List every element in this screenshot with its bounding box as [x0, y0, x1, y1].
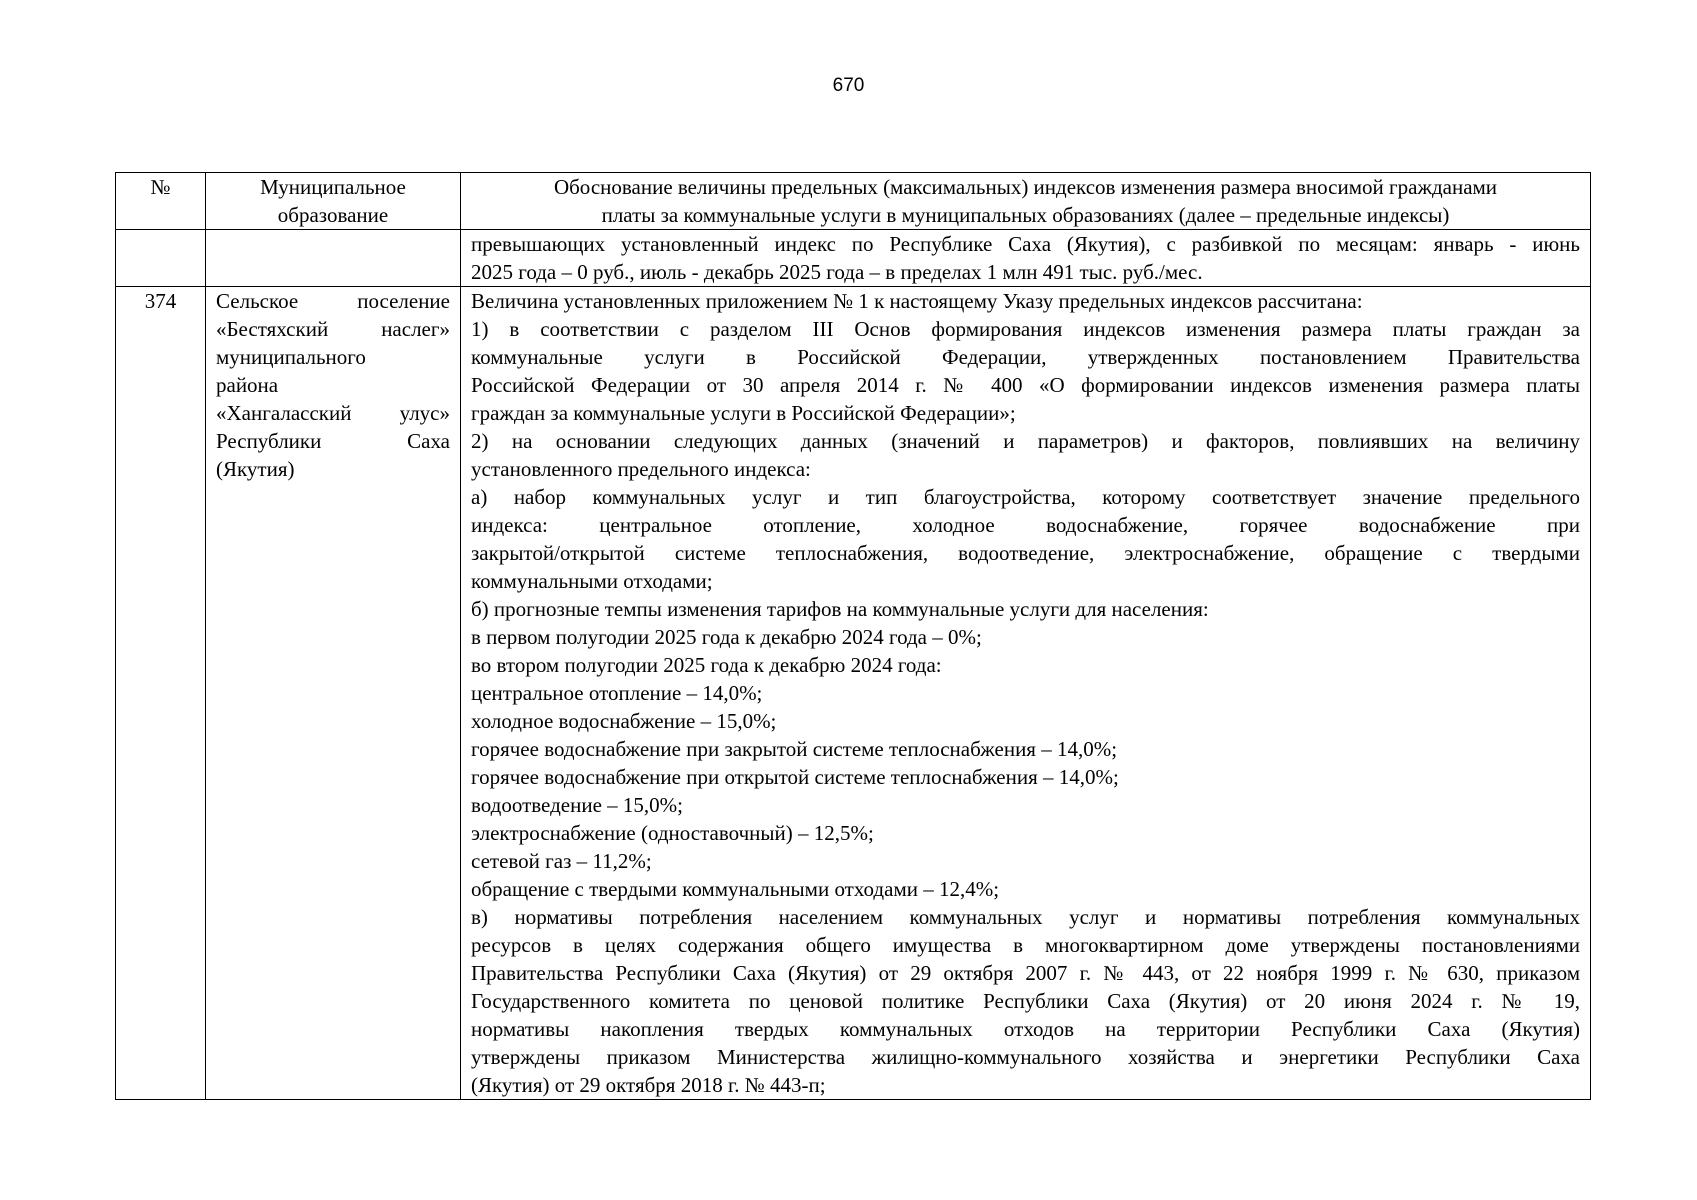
- header-justification: [461, 173, 1591, 230]
- justification-line: сетевой газ – 11,2%;: [471, 849, 652, 873]
- justification-line: коммунальные услуги в Российской Федерации, утвержденных постановлением Правительства: [471, 345, 1580, 369]
- justification-line: обращение с твердыми коммунальными отходами – 12,4%;: [471, 877, 1000, 901]
- tariff-index-table: [115, 172, 1591, 1100]
- municipality-line: «Хангаласский улус»: [216, 401, 450, 425]
- header-municipality: [206, 173, 461, 230]
- municipality-line: муниципального: [216, 345, 366, 369]
- municipality-line: «Бестяхский наслег»: [216, 317, 450, 341]
- table-header-row: [116, 173, 1591, 230]
- continuation-line: превышающих установленный индекс по Республике Саха (Якутия), с разбивкой по месяцам: январь - июнь: [471, 232, 1580, 256]
- municipality-line: Республики Саха: [216, 429, 450, 453]
- municipality-cell: [206, 287, 461, 1100]
- municipality-line: района: [216, 373, 279, 397]
- justification-line: горячее водоснабжение при открытой системе теплоснабжения – 14,0%;: [471, 765, 1119, 789]
- page-number: 670: [832, 75, 865, 96]
- justification-line: утверждены приказом Министерства жилищно-коммунального хозяйства и энергетики Республики Саха: [471, 1045, 1580, 1069]
- justification-line: Правительства Республики Саха (Якутия) от 29 октября 2007 г. № 443, от 22 ноября 1999 г. № 630, приказом: [471, 961, 1580, 985]
- justification-line: ресурсов в целях содержания общего имущества в многоквартирном доме утверждены постановлениями: [471, 933, 1580, 957]
- row-number-cell: 374: [116, 287, 206, 1100]
- justification-line: а) набор коммунальных услуг и тип благоустройства, которому соответствует значение предельного: [471, 485, 1580, 509]
- justification-line: б) прогнозные темпы изменения тарифов на коммунальные услуги для населения:: [471, 597, 1209, 621]
- continuation-municipality-cell: [206, 230, 461, 287]
- justification-line: Величина установленных приложением № 1 к настоящему Указу предельных индексов рассчитана:: [471, 289, 1363, 313]
- justification-line: 1) в соответствии с разделом III Основ формирования индексов изменения размера платы граждан за: [471, 317, 1580, 341]
- header-municipality-line2: образование: [277, 203, 389, 227]
- justification-line: коммунальными отходами;: [471, 569, 713, 593]
- municipality-line: (Якутия): [216, 457, 295, 481]
- table-row-374: [116, 287, 1591, 1100]
- continuation-line: 2025 года – 0 руб., июль - декабрь 2025 года – в пределах 1 млн 491 тыс. руб./мес.: [471, 260, 1203, 284]
- continuation-justification-cell: [461, 230, 1591, 287]
- justification-line: водоотведение – 15,0%;: [471, 793, 683, 817]
- header-justification-line1: Обоснование величины предельных (максимальных) индексов изменения размера вносимой гражданами: [553, 175, 1498, 199]
- justification-line: электроснабжение (одноставочный) – 12,5%;: [471, 821, 874, 845]
- municipality-line: Сельское поселение: [216, 289, 450, 313]
- justification-line: Российской Федерации от 30 апреля 2014 г. № 400 «О формировании индексов изменения размера платы: [471, 373, 1580, 397]
- justification-line: в) нормативы потребления населением коммунальных услуг и нормативы потребления коммунальных: [471, 905, 1580, 929]
- header-municipality-line1: Муниципальное: [260, 175, 406, 199]
- justification-cell: [461, 287, 1591, 1100]
- justification-line: закрытой/открытой системе теплоснабжения, водоотведение, электроснабжение, обращение с твердыми: [471, 541, 1580, 565]
- justification-line: 2) на основании следующих данных (значений и параметров) и факторов, повлиявших на величину: [471, 429, 1580, 453]
- continuation-number-cell: [116, 230, 206, 287]
- justification-line: горячее водоснабжение при закрытой системе теплоснабжения – 14,0%;: [471, 737, 1118, 761]
- table-row-continuation: [116, 230, 1591, 287]
- justification-line: установленного предельного индекса:: [471, 457, 811, 481]
- header-number: [116, 173, 206, 230]
- justification-line: индекса: центральное отопление, холодное водоснабжение, горячее водоснабжение при: [471, 513, 1580, 537]
- justification-line: (Якутия) от 29 октября 2018 г. № 443-п;: [471, 1073, 826, 1097]
- header-number-label: №: [150, 175, 171, 199]
- justification-line: во втором полугодии 2025 года к декабрю 2024 года:: [471, 653, 942, 677]
- justification-line: холодное водоснабжение – 15,0%;: [471, 709, 777, 733]
- justification-line: центральное отопление – 14,0%;: [471, 681, 763, 705]
- header-justification-line2: платы за коммунальные услуги в муниципальных образованиях (далее – предельные индексы): [601, 203, 1450, 227]
- justification-line: нормативы накопления твердых коммунальных отходов на территории Республики Саха (Якутия): [471, 1017, 1580, 1041]
- justification-line: в первом полугодии 2025 года к декабрю 2024 года – 0%;: [471, 625, 982, 649]
- justification-line: граждан за коммунальные услуги в Российской Федерации»;: [471, 401, 1016, 425]
- justification-line: Государственного комитета по ценовой политике Республики Саха (Якутия) от 20 июня 2024 г. № 19,: [471, 989, 1580, 1013]
